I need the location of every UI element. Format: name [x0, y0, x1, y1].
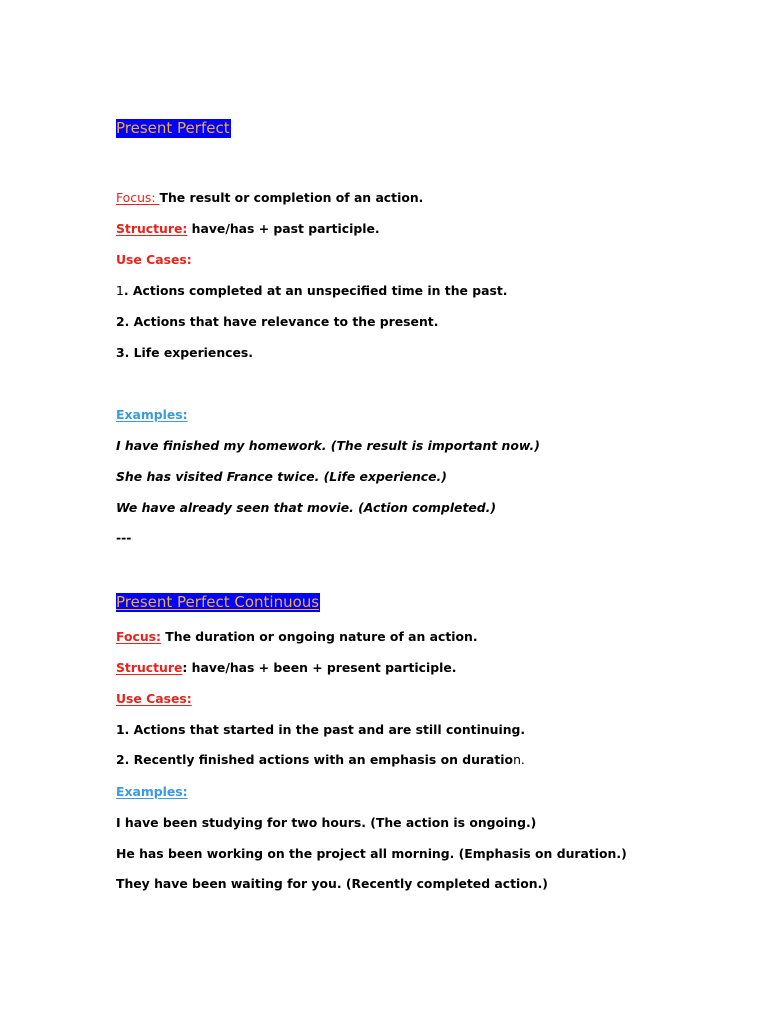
examples-label: Examples:	[116, 407, 188, 422]
use-case-item: 2. Actions that have relevance to the present.	[116, 314, 439, 329]
focus-label: Focus:	[116, 629, 161, 644]
example-item: She has visited France twice. (Life experience.)	[116, 469, 447, 484]
structure-line	[116, 660, 456, 676]
example-item: He has been working on the project all morning. (Emphasis on duration.)	[116, 846, 627, 861]
use-case-item: 1. Actions that started in the past and are still continuing.	[116, 722, 526, 737]
use-case-item: 2. Recently finished actions with an emphasis on duration.	[116, 752, 525, 767]
use-case-item: 3. Life experiences.	[116, 345, 253, 360]
separator: ---	[116, 530, 132, 545]
focus-text: The result or completion of an action.	[159, 190, 424, 205]
section-heading-present-perfect: Present Perfect	[116, 119, 230, 137]
example-item: I have been studying for two hours. (The action is ongoing.)	[116, 815, 537, 830]
use-cases-label: Use Cases:	[116, 691, 192, 706]
structure-line	[116, 221, 380, 237]
focus-line	[116, 190, 423, 206]
example-item: I have finished my homework. (The result is important now.)	[116, 438, 540, 453]
focus-line	[116, 629, 478, 645]
document-page	[116, 0, 736, 1024]
use-case-item: 1. Actions completed at an unspecified time in the past.	[116, 283, 508, 298]
use-cases-label: Use Cases:	[116, 252, 192, 267]
example-item: They have been waiting for you. (Recently completed action.)	[116, 876, 548, 891]
structure-label: Structure:	[116, 221, 188, 236]
structure-text: have/has + past participle.	[187, 221, 380, 236]
focus-label: Focus:	[116, 190, 160, 205]
section-heading-present-perfect-continuous: Present Perfect Continuous	[116, 593, 320, 611]
structure-text: : have/has + been + present participle.	[182, 660, 457, 675]
structure-label: Structure	[116, 660, 183, 675]
examples-label: Examples:	[116, 784, 188, 799]
example-item: We have already seen that movie. (Action completed.)	[116, 500, 497, 515]
focus-text: The duration or ongoing nature of an action.	[160, 629, 478, 644]
